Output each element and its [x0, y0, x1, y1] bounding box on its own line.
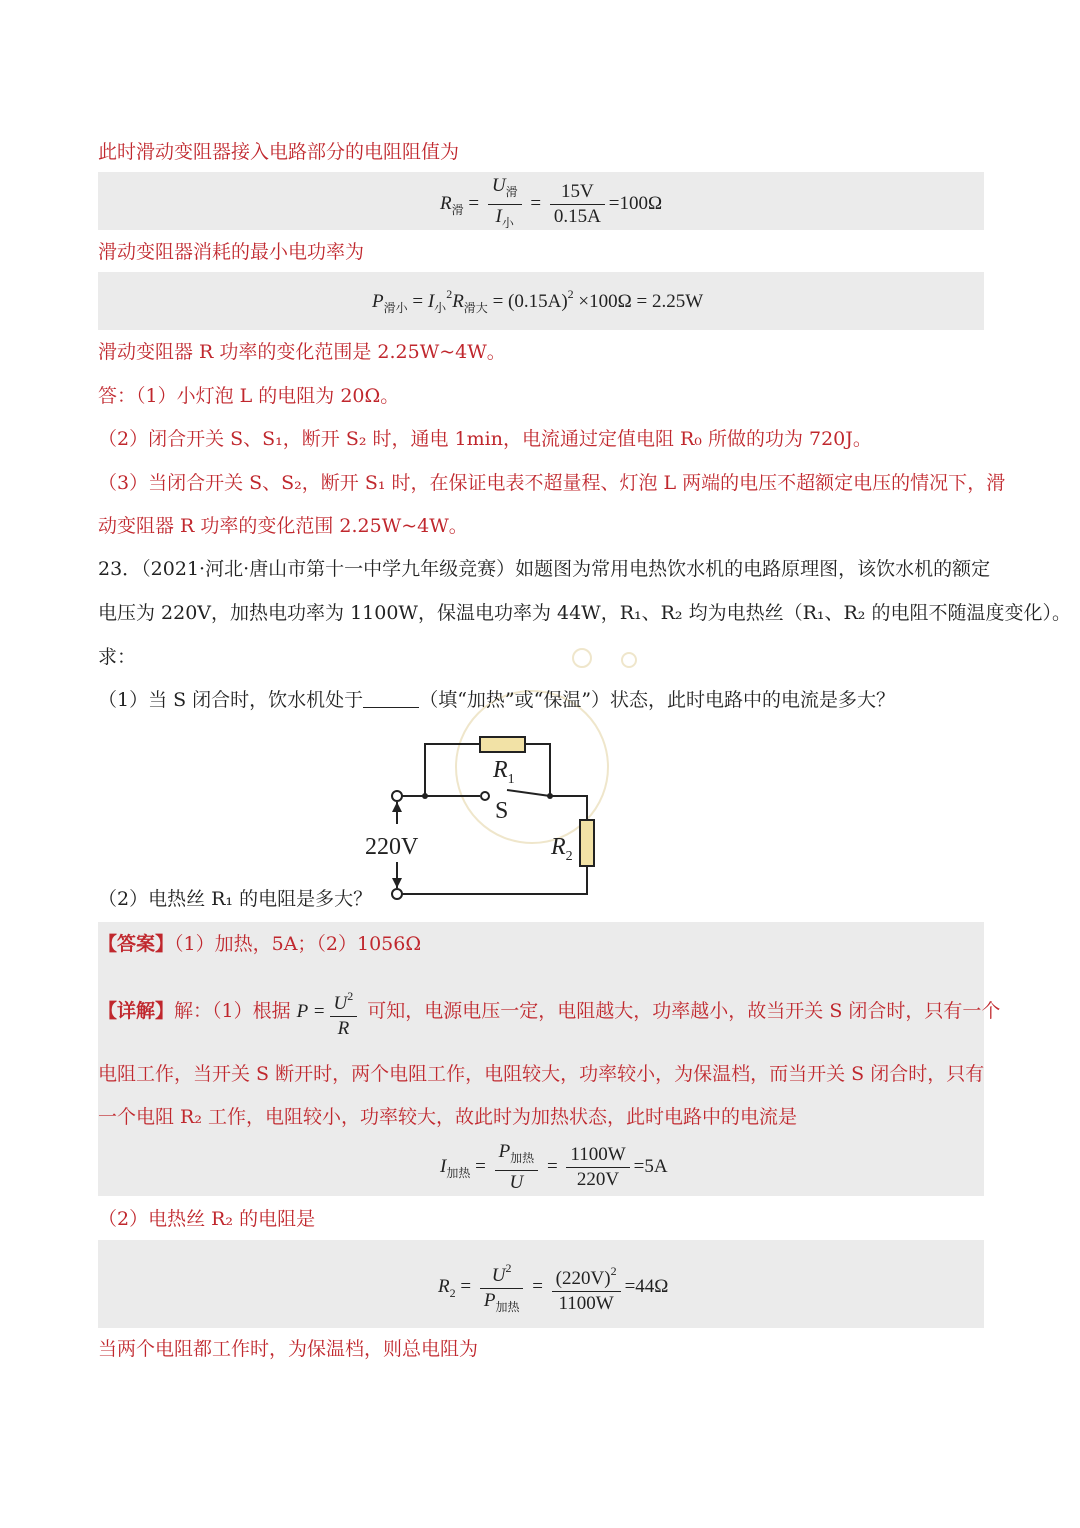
formula-r-slide: $R_滑$ = $\frac{U_滑}{I_小}$ = $\frac{15V}{0.15A}$ =100Ω: [440, 175, 663, 230]
text-line: 滑动变阻器 R 功率的变化范围是 2.25W~4W。: [98, 341, 506, 363]
circuit-diagram: [355, 730, 615, 910]
formula-p-min: $P_{滑小} = I_小^2R_{滑大} = (0.15A)^2 \times 100\Omega = 2.25W$: [372, 287, 704, 315]
watermark-dot: [572, 648, 592, 668]
watermark-dot: [621, 652, 637, 668]
text-line: （2）闭合开关 S、S₁，断开 S₂ 时，通电 1min，电流通过定值电阻 R₀ 所做的功为 720J。: [98, 428, 872, 450]
question-23-line: 电压为 220V，加热电功率为 1100W，保温电功率为 44W，R₁、R₂ 均为电热丝（R₁、R₂ 的电阻不随温度变化）。: [98, 602, 1071, 624]
text-line: 此时滑动变阻器接入电路部分的电阻阻值为: [98, 141, 460, 163]
detail-line: 一个电阻 R₂ 工作，电阻较小，功率较大，故此时为加热状态，此时电路中的电流是: [98, 1106, 798, 1128]
answer-line: 【答案】（1）加热，5A；（2）1056Ω: [98, 933, 422, 955]
text-line: 动变阻器 R 功率的变化范围 2.25W~4W。: [98, 515, 468, 537]
text-line: （3）当闭合开关 S、S₂，断开 S₁ 时，在保证电表不超量程、灯泡 L 两端的电压不超额定电压的情况下，滑: [98, 472, 1006, 494]
label-r1: $R_1$: [493, 757, 515, 787]
question-23-line: 求：: [98, 646, 137, 668]
resistor-r1: [480, 737, 525, 752]
formula-i-heat: $I_{加热}$ = $\frac{P_{加热}}{U}$ = $\frac{1100W}{220V}$ =5A: [440, 1141, 668, 1193]
text-line: 滑动变阻器消耗的最小电功率为: [98, 241, 365, 263]
detail-line: 当两个电阻都工作时，为保温档，则总电阻为: [98, 1338, 479, 1360]
text-line: 答：（1）小灯泡 L 的电阻为 20Ω。: [98, 385, 400, 407]
detail-line: 【详解】解：（1）根据 P = $\frac{U^2}{R}$ 可知，电源电压一定，电阻越大，功率越小，故当开关 S 闭合时，只有一个: [98, 984, 1000, 1041]
label-voltage: 220V: [365, 834, 419, 860]
answer-blank: [363, 689, 419, 708]
detail-line: （2）电热丝 R₂ 的电阻是: [98, 1208, 316, 1230]
label-s: S: [495, 798, 509, 824]
resistor-r2: [580, 820, 594, 866]
label-r2: $R_2$: [551, 834, 573, 864]
question-23-line: 23．（2021·河北·唐山市第十一中学九年级竞赛）如题图为常用电热饮水机的电路原理图，该饮水机的额定: [98, 558, 991, 580]
detail-line: 电阻工作，当开关 S 断开时，两个电阻工作，电阻较大，功率较小，为保温档，而当开关 S 闭合时，只有: [98, 1063, 985, 1085]
question-2: （2）电热丝 R₁ 的电阻是多大？: [98, 888, 373, 910]
formula-r2: $R_2$ = $\frac{U^2}{P_{加热}}$ = $\frac{(220V)^2}{1100W}$ =44Ω: [438, 1256, 668, 1319]
question-1: （1）当 S 闭合时，饮水机处于 （填“加热”或“保温”）状态，此时电路中的电流是多大？: [98, 689, 896, 711]
